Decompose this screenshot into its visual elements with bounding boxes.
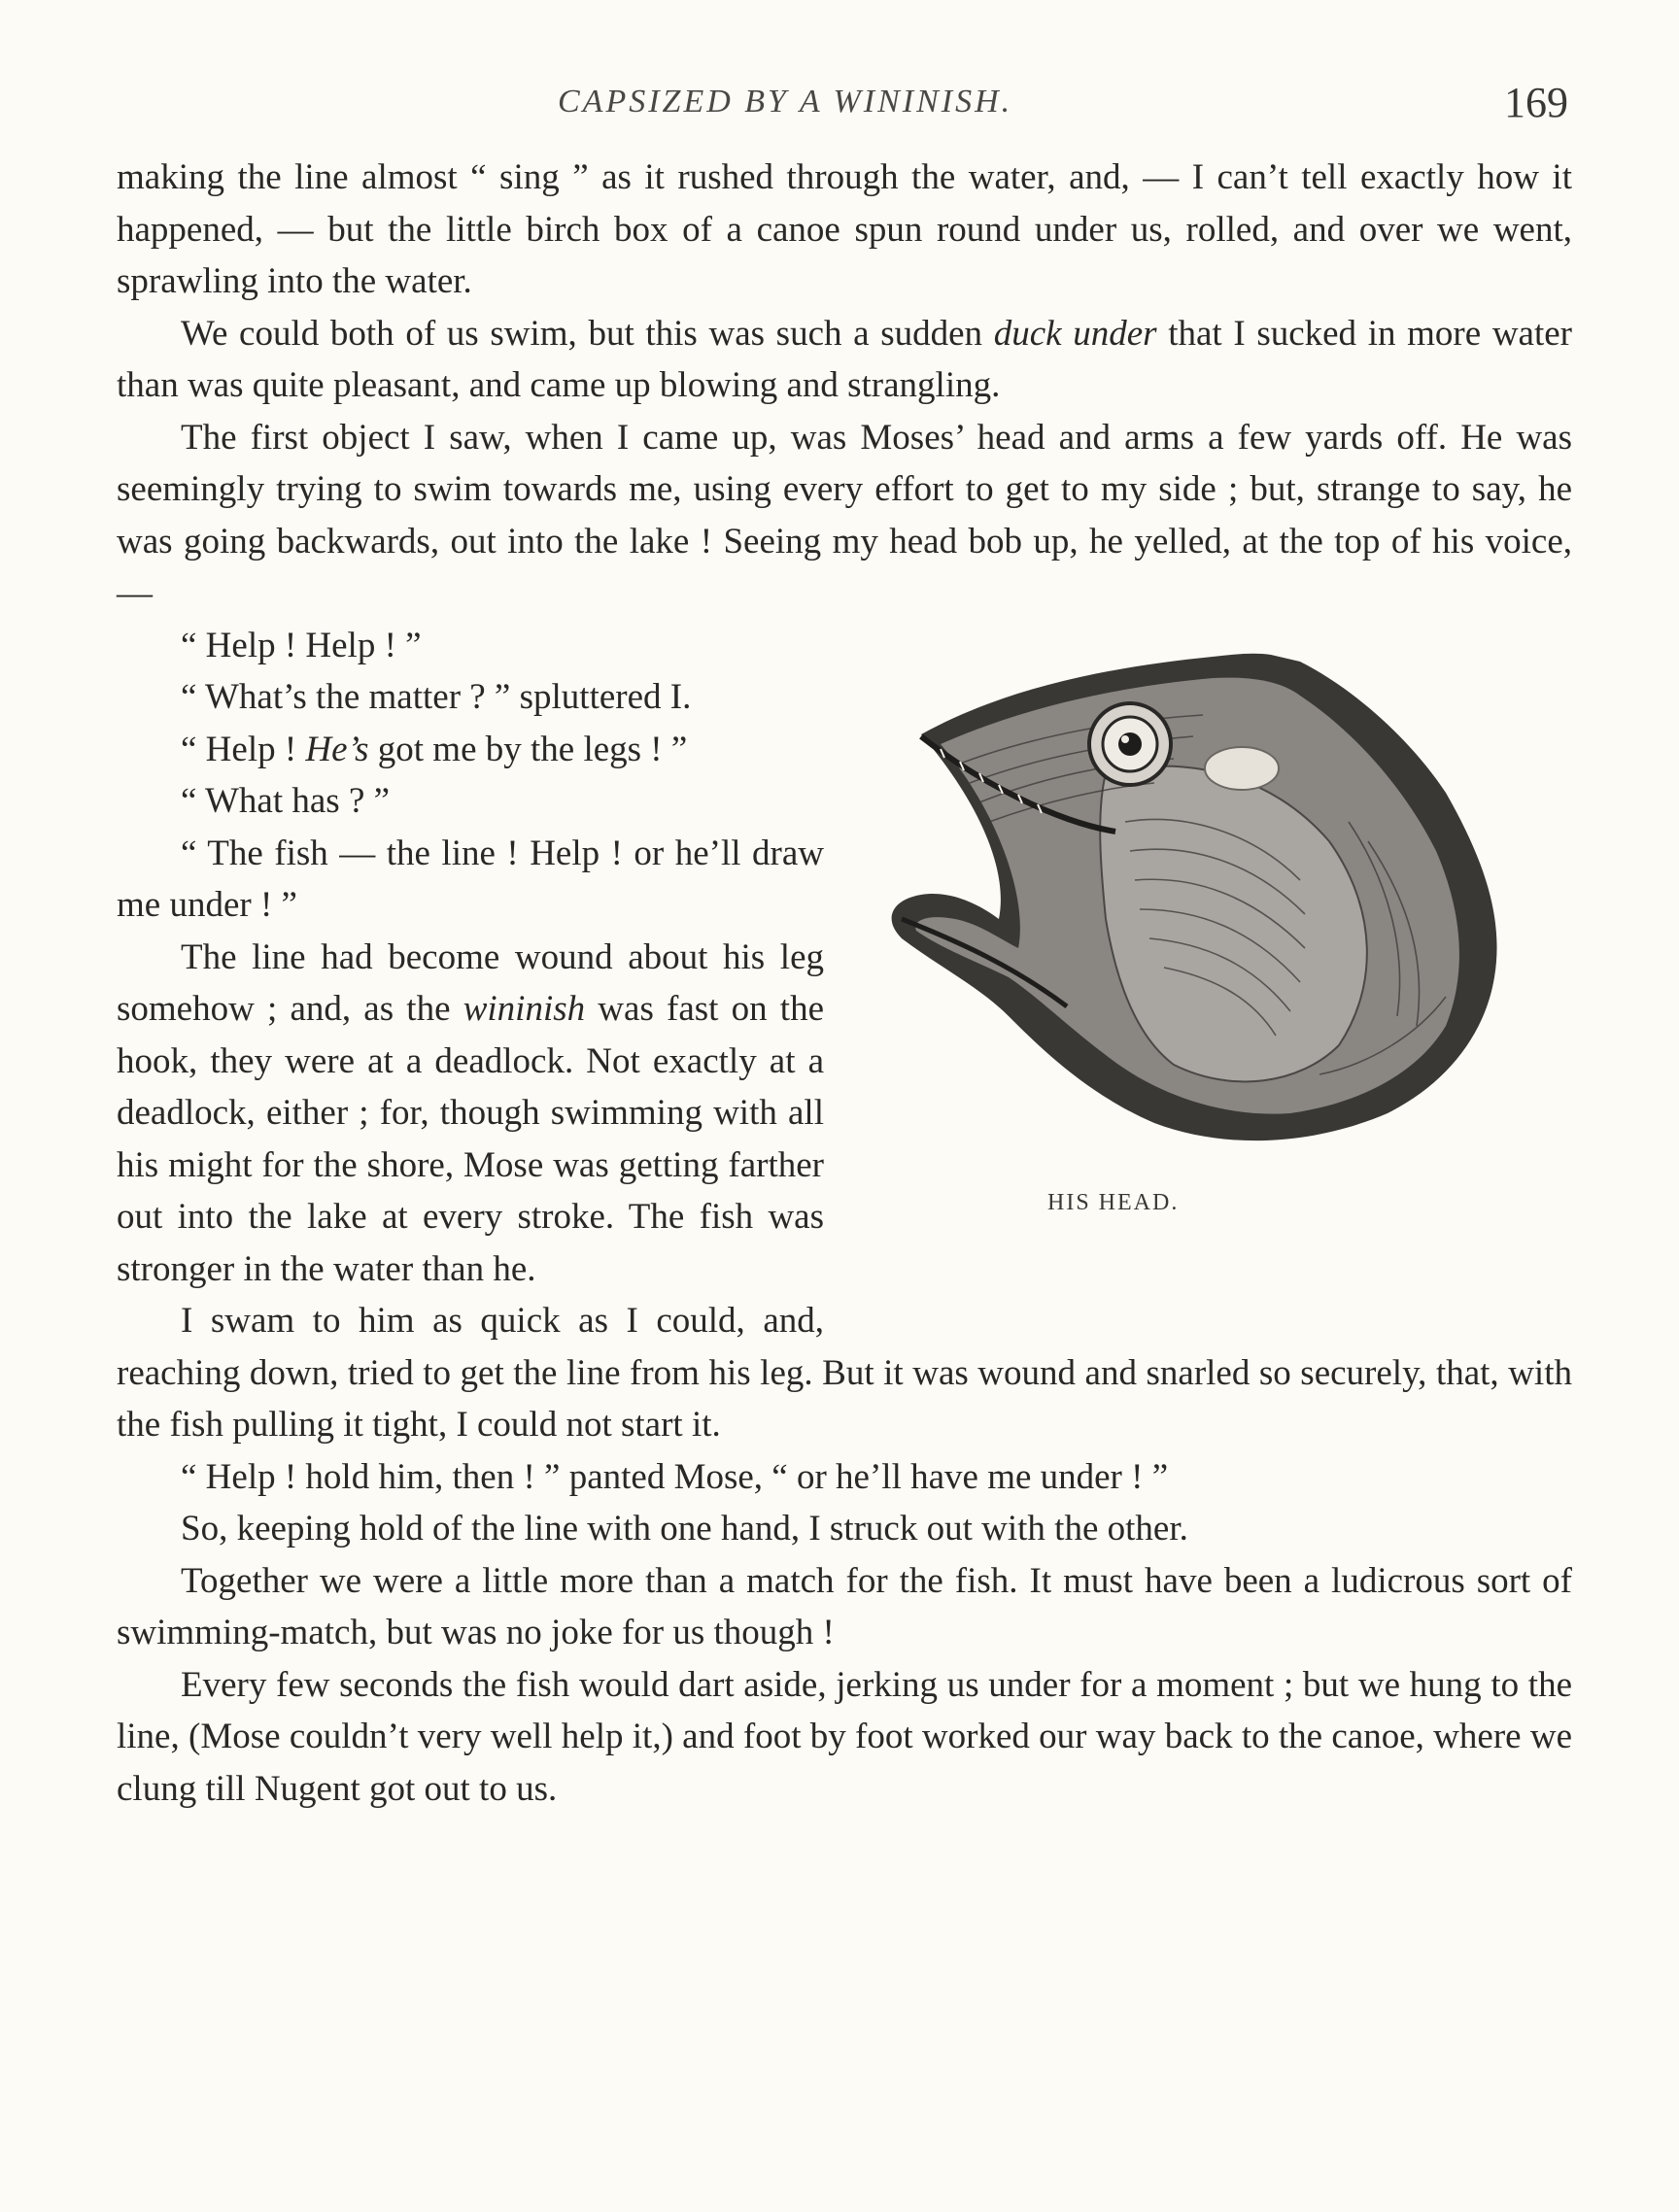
paragraph: “ Help ! He’s got me by the legs ! ”	[181, 729, 688, 769]
fish-head-engraving-icon	[863, 628, 1572, 1172]
paragraph: I swam to him as quick as I could, and, reaching down, tried to get the line from his leg. But it was wound and snarled so securely, that, with the fish pulling it tight, I could not start it.	[117, 1301, 1572, 1445]
paragraph: “ What’s the matter ? ” spluttered I.	[181, 677, 692, 717]
paragraph: “ The fish — the line ! Help ! or he’ll draw me under ! ”	[117, 833, 824, 925]
figure	[863, 628, 1572, 1298]
paragraph: The line had become wound about his leg somehow ; and, as the wininish was fast on the hook, they were at a deadlock. Not exactly at a deadlock, either ; for, though swimming with all his might for the shore, Mose was getting farther out into the lake at every stroke. The fish was stronger in the water than he.	[117, 936, 825, 1289]
paragraph: “ What has ? ”	[181, 781, 391, 821]
italic-phrase: duck under	[993, 313, 1157, 354]
paragraph: We could both of us swim, but this was such a sudden duck under that I sucked in more water than was quite pleasant, and came up blowing and strangling.	[117, 313, 1572, 405]
paragraph: making the line almost “ sing ” as it rushed through the water, and, — I can’t tell exactly how it happened, — but the little birch box of a canoe spun round under us, rolled, and over we went, sprawling into the water.	[117, 157, 1572, 301]
body-text	[117, 152, 1572, 1815]
italic-phrase: wininish	[463, 989, 586, 1029]
paragraph: Every few seconds the fish would dart aside, jerking us under for a moment ; but we hung to the line, (Mose couldn’t very well help it,) and foot by foot worked our way back to the canoe, where we clung till Nugent got out to us.	[117, 1664, 1572, 1809]
paragraph: “ Help ! Help ! ”	[181, 625, 422, 665]
running-head	[0, 78, 1679, 136]
italic-phrase: He’s	[305, 729, 369, 769]
paragraph: So, keeping hold of the line with one hand, I struck out with the other.	[181, 1509, 1188, 1548]
running-title: CAPSIZED BY A WININISH.	[558, 84, 1013, 119]
paragraph: The first object I saw, when I came up, was Moses’ head and arms a few yards off. He was seemingly trying to swim towards me, using every effort to get to my side ; but, strange to say, he was going backwards, out into the lake ! Seeing my head bob up, he yelled, at the top of his voice, —	[117, 417, 1572, 613]
paragraph: Together we were a little more than a match for the fish. It must have been a ludicrous sort of swimming-match, but was no joke for us though !	[117, 1560, 1572, 1652]
paragraph: “ Help ! hold him, then ! ” panted Mose, “ or he’ll have me under ! ”	[181, 1456, 1169, 1497]
figure-caption: HIS HEAD.	[1047, 1189, 1180, 1215]
page-number: 169	[1504, 79, 1568, 126]
